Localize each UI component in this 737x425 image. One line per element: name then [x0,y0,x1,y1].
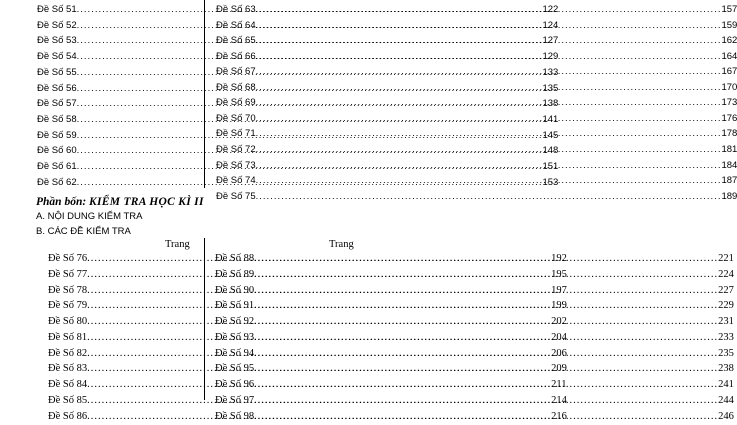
toc-entry-label: Đề Số 90 [215,284,255,296]
toc-entry-label: Đề Số 73 [216,159,256,171]
toc-entry-label: Đề Số 83 [48,363,88,375]
toc-entry-label: Đề Số 75 [216,190,256,202]
dot-leader [254,347,718,361]
dot-leader [256,159,722,173]
dot-leader [254,378,718,392]
toc-entry-label: Đề Số 58 [37,113,77,125]
toc-entry-label: Đề Số 76 [48,253,88,264]
dot-leader [256,81,722,95]
toc-entry-label: Đề Số 77 [48,268,88,280]
toc-entry-page: 181 [721,143,737,155]
section-part-label: Phần bốn: [36,196,87,208]
toc-entry-page: 176 [721,112,737,124]
toc-entry-label: Đề Số 52 [37,19,77,31]
dot-leader [256,127,722,141]
toc-entry-page: 122 [542,4,559,15]
toc-entry-page: 235 [718,347,734,359]
toc-entry-page: 206 [551,347,567,359]
toc-entry-label: Đề Số 95 [215,363,255,375]
toc-entry-label: Đề Số 61 [37,161,77,172]
trang-header-right: Trang [329,239,354,250]
dot-leader [256,19,722,33]
dot-leader [254,299,718,313]
toc-entry-page: 138 [542,98,559,110]
toc-entry-page: 135 [542,82,559,94]
toc-entry-label: Đề Số 65 [216,35,256,47]
dot-leader [254,252,718,266]
toc-entry-page: 164 [721,50,737,62]
toc-entry-page: 133 [542,66,559,78]
toc-entry-page: 141 [542,113,559,125]
toc-entry-label: Đề Số 72 [216,143,256,155]
toc-entry-page: 129 [542,51,559,63]
toc-entry-label: Đề Số 57 [37,98,77,110]
toc-entry-page: 246 [718,410,734,422]
toc-entry-page: 231 [718,316,734,327]
toc-entry-page: 184 [721,159,737,171]
toc-entry-page: 178 [721,128,737,140]
toc-entry-label: Đề Số 62 [37,176,77,188]
dot-leader [254,284,718,298]
toc-entry-page: 127 [542,35,559,47]
toc-entry-label: Đề Số 96 [215,379,255,390]
toc-entry-page: 224 [718,268,734,280]
dot-leader [256,34,722,48]
toc-entry-page: 199 [551,300,567,312]
dot-leader [256,143,722,157]
dot-leader [256,50,722,64]
toc-entry-label: Đề Số 97 [215,394,255,406]
toc-entry-page: 124 [542,19,559,31]
toc-entry-page: 197 [551,284,567,296]
dot-leader [256,112,722,126]
toc-entry-page: 153 [542,176,559,188]
section-title: KIỂM TRA HỌC KÌ II [89,196,204,208]
toc-entry-label: Đề Số 86 [48,410,88,422]
toc-entry-label: Đề Số 69 [216,97,256,109]
toc-entry-label: Đề Số 92 [215,316,255,327]
toc-entry-label: Đề Số 54 [37,51,77,63]
toc-entry-page: 151 [542,161,559,172]
subsection-a: A. NỘI DUNG KIỂM TRA [36,211,143,222]
dot-leader [254,315,718,329]
toc-entry-label: Đề Số 64 [216,19,256,31]
toc-entry-page: 229 [718,300,734,312]
section-heading [36,196,204,208]
toc-entry-label: Đề Số 71 [216,128,256,140]
toc-entry-label: Đề Số 85 [48,394,88,406]
toc-entry-page: 211 [551,379,567,390]
upper-column-divider [204,0,205,188]
toc-entry-page: 173 [721,97,737,109]
toc-entry-label: Đề Số 89 [215,268,255,280]
toc-entry-page: 216 [551,410,567,422]
toc-entry-label: Đề Số 74 [216,175,256,187]
toc-entry-page: 202 [551,316,567,327]
toc-entry-label: Đề Số 79 [48,300,88,312]
toc-entry-page: 233 [718,331,734,343]
toc-entry-page: 159 [721,19,737,31]
toc-entry-page: 227 [718,284,734,296]
toc-entry-page: 238 [718,363,734,375]
toc-entry-label: Đề Số 59 [37,129,77,141]
dot-leader [254,362,718,376]
dot-leader [256,96,722,110]
toc-entry-label: Đề Số 53 [37,35,77,47]
toc-entry-label: Đề Số 88 [215,253,255,264]
toc-entry-label: Đề Số 78 [48,284,88,296]
toc-entry-label: Đề Số 98 [215,410,255,422]
toc-entry-label: Đề Số 81 [48,331,88,343]
toc-entry-page: 148 [542,145,559,157]
toc-entry-label: Đề Số 94 [215,347,255,359]
toc-entry-page: 192 [551,253,567,264]
toc-entry-label: Đề Số 60 [37,145,77,157]
toc-entry-label: Đề Số 67 [216,66,256,78]
toc-entry-page: 145 [542,129,559,141]
toc-entry-label: Đề Số 66 [216,50,256,62]
toc-entry-page: 241 [718,379,734,390]
toc-entry-label: Đề Số 91 [215,300,255,312]
toc-entry-label: Đề Số 93 [215,331,255,343]
toc-entry-page: 170 [721,81,737,93]
toc-entry-page: 195 [551,268,567,280]
dot-leader [254,331,718,345]
toc-entry-page: 221 [718,253,734,264]
dot-leader [254,394,718,408]
dot-leader [256,190,722,204]
dot-leader [256,65,722,79]
dot-leader [256,174,722,188]
subsection-b: B. CÁC ĐỀ KIỂM TRA [36,226,131,237]
toc-entry-page: 167 [721,66,737,78]
toc-entry-page: 157 [721,4,737,15]
dot-leader [254,268,718,282]
toc-entry-label: Đề Số 55 [37,66,77,78]
toc-entry-label: Đề Số 84 [48,379,88,390]
dot-leader [256,3,722,17]
toc-entry-page: 187 [721,175,737,187]
toc-entry-page: 214 [551,394,567,406]
toc-entry-label: Đề Số 56 [37,82,77,94]
toc-entry-page: 189 [721,190,737,202]
toc-entry-label: Đề Số 63 [216,4,256,15]
toc-entry-page: 244 [718,394,734,406]
toc-entry-label: Đề Số 51 [37,4,77,15]
toc-entry-page: 204 [551,331,567,343]
trang-header-left: Trang [165,239,190,250]
dot-leader [254,410,718,424]
toc-entry-label: Đề Số 70 [216,112,256,124]
toc-entry-label: Đề Số 82 [48,347,88,359]
toc-entry-label: Đề Số 80 [48,316,88,327]
toc-entry-page: 162 [721,35,737,47]
toc-entry-label: Đề Số 68 [216,81,256,93]
toc-entry [216,190,737,204]
toc-entry-page: 209 [551,363,567,375]
